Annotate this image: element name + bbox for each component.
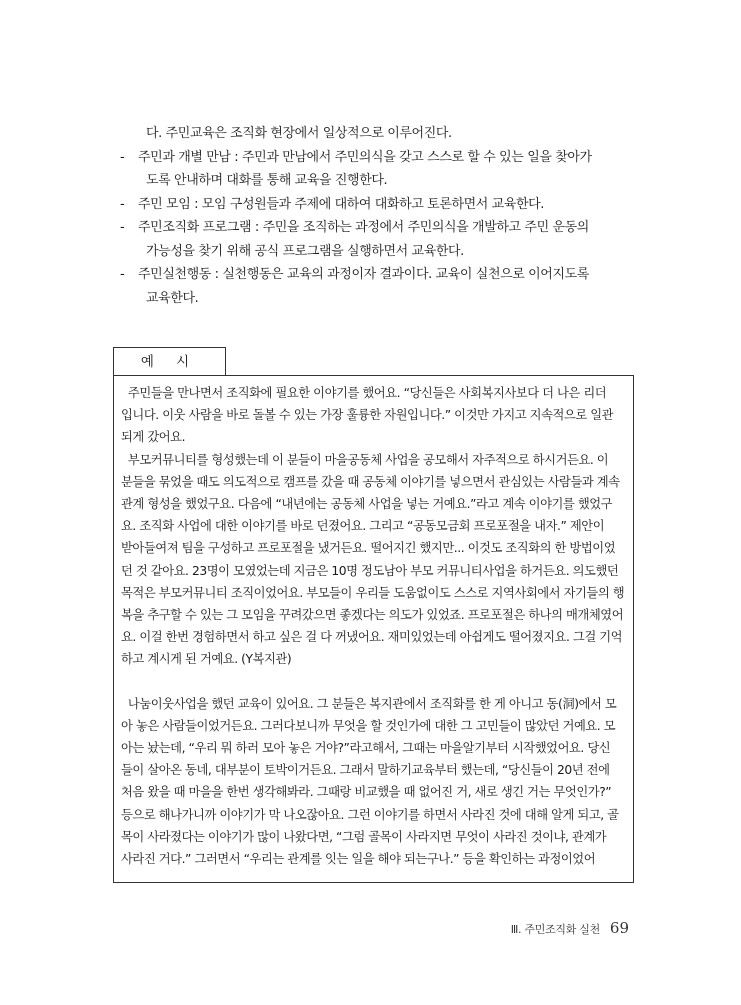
example-line: 아는 놨는데, “우리 뭐 하러 모아 놓은 거야?”라고해서, 그때는 마을알기부터 시작했었어요. 당신 bbox=[121, 741, 611, 756]
example-line: 주민들을 만나면서 조직화에 필요한 이야기를 했어요. “당신들은 사회복지사보다 더 나은 리더 bbox=[121, 386, 607, 400]
example-line: 처음 왔을 때 마을을 한번 생각해봐라. 그때랑 비교했을 때 없어진 거, 새로 생긴 거는 무엇인가?” bbox=[121, 785, 612, 800]
bullet-dash: - bbox=[120, 149, 125, 165]
bullet-text: 주민과 개별 만남 : 주민과 만남에서 주민의식을 갖고 스스로 할 수 있는 일을 찾아가 bbox=[138, 149, 592, 165]
example-line: 관계 형성을 했었구요. 다음에 “내년에는 공동체 사업을 넣는 거예요.”라고 계속 이야기를 했었구 bbox=[121, 497, 613, 512]
example-line: 던 것 같아요. 23명이 모였었는데 지금은 10명 정도남아 부모 커뮤니티사업을 하거든요. 의도했던 bbox=[121, 563, 619, 578]
bullet-text-continued: 교육한다. bbox=[146, 290, 199, 306]
example-tab-label: 예 시 bbox=[113, 347, 226, 375]
bullet-item bbox=[118, 146, 640, 193]
example-paragraph-1 bbox=[121, 382, 627, 449]
example-box bbox=[113, 375, 634, 883]
bullet-item bbox=[118, 193, 640, 217]
bullet-item bbox=[118, 216, 640, 263]
paragraph-gap bbox=[121, 671, 627, 693]
example-line: 부모커뮤니티를 형성했는데 이 분들이 마을공동체 사업을 공모해서 자주적으로 하시거든요. 이 bbox=[121, 452, 609, 467]
bullet-dash: - bbox=[120, 196, 125, 212]
bullet-text: 주민 모임 : 모임 구성원들과 주제에 대하여 대화하고 토론하면서 교육한다. bbox=[138, 196, 545, 212]
example-line: 분들을 묶었을 때도 의도적으로 캠프를 갔을 때 공동체 이야기를 넣으면서 관심있는 사람들과 계속 bbox=[121, 474, 620, 489]
example-line: 하고 계시게 된 거예요. (Y복지관) bbox=[121, 652, 292, 667]
bullet-dash: - bbox=[120, 267, 125, 282]
example-line: 목이 사라졌다는 이야기가 많이 나왔다면, “그럼 골목이 사라지면 무엇이 사라진 것이냐, 관계가 bbox=[121, 829, 607, 844]
bullet-text-continued: 도록 안내하며 대화를 통해 교육을 진행한다. bbox=[146, 173, 388, 188]
bullet-text-continued: 가능성을 찾기 위해 공식 프로그램을 실행하면서 교육한다. bbox=[146, 243, 464, 259]
example-line: 되게 갔어요. bbox=[121, 430, 186, 445]
example-line: 들이 살아온 동네, 대부분이 토박이거든요. 그래서 말하기교육부터 했는데, “당신들이 20년 전에 bbox=[121, 763, 610, 778]
example-line: 사라진 거다.” 그러면서 “우리는 관계를 잇는 일을 해야 되는구나.” 등을 확인하는 과정이었어 bbox=[121, 852, 596, 867]
example-line: 목적은 부모커뮤니티 조직이었어요. 부모들이 우리들 도움없이도 스스로 지역사회에서 자기들의 행 bbox=[121, 585, 625, 600]
page-footer bbox=[511, 919, 629, 937]
bullet-dash: - bbox=[120, 220, 125, 235]
example-line: 복을 추구할 수 있는 그 모임을 꾸려갔으면 좋겠다는 의도가 있었죠. 프로포절은 하나의 매개체였어 bbox=[121, 608, 624, 623]
example-line: 요. 이걸 한번 경험하면서 하고 싶은 걸 다 꺼냈어요. 재미있었는데 아쉽게도 떨어졌지요. 그걸 기억 bbox=[121, 630, 623, 645]
bullet-text: 주민조직화 프로그램 : 주민을 조직하는 과정에서 주민의식을 개발하고 주민 운동의 bbox=[138, 220, 589, 235]
example-paragraph-3 bbox=[121, 693, 627, 871]
intro-section bbox=[118, 122, 640, 310]
example-paragraph-2 bbox=[121, 449, 627, 671]
example-line: 입니다. 이웃 사람을 바로 돌볼 수 있는 가장 훌륭한 자원입니다.” 이것만 가지고 지속적으로 일관 bbox=[121, 408, 614, 423]
bullet-item bbox=[118, 263, 640, 310]
example-body bbox=[121, 382, 627, 870]
bullet-text: 주민실천행동 : 실천행동은 교육의 과정이자 결과이다. 교육이 실천으로 이어지도록 bbox=[138, 267, 589, 282]
intro-first-line: 다. 주민교육은 조직화 현장에서 일상적으로 이루어진다. bbox=[146, 126, 452, 141]
example-line: 아 놓은 사람들이었거든요. 그러다보니까 무엇을 할 것인가에 대한 그 고민들이 많았던 거예요. 모 bbox=[121, 718, 616, 733]
example-line: 받아들여져 팀을 구성하고 프로포절을 냈거든요. 떨어지긴 했지만... 이것도 조직화의 한 방법이었 bbox=[121, 541, 616, 556]
example-line: 요. 조직화 사업에 대한 이야기를 바로 던졌어요. 그리고 “공동모금회 프로포절을 내자.” 제안이 bbox=[121, 519, 605, 534]
example-line: 등으로 해나가니까 이야기가 막 나오잖아요. 그런 이야기를 하면서 사라진 것에 대해 알게 되고, 골 bbox=[121, 807, 619, 822]
page-number: 69 bbox=[609, 919, 629, 937]
example-line: 나눔이웃사업을 했던 교육이 있어요. 그 분들은 복지관에서 조직화를 한 게 아니고 동(洞)에서 모 bbox=[121, 696, 617, 711]
footer-section-title: Ⅲ. 주민조직화 실천 bbox=[510, 923, 600, 936]
